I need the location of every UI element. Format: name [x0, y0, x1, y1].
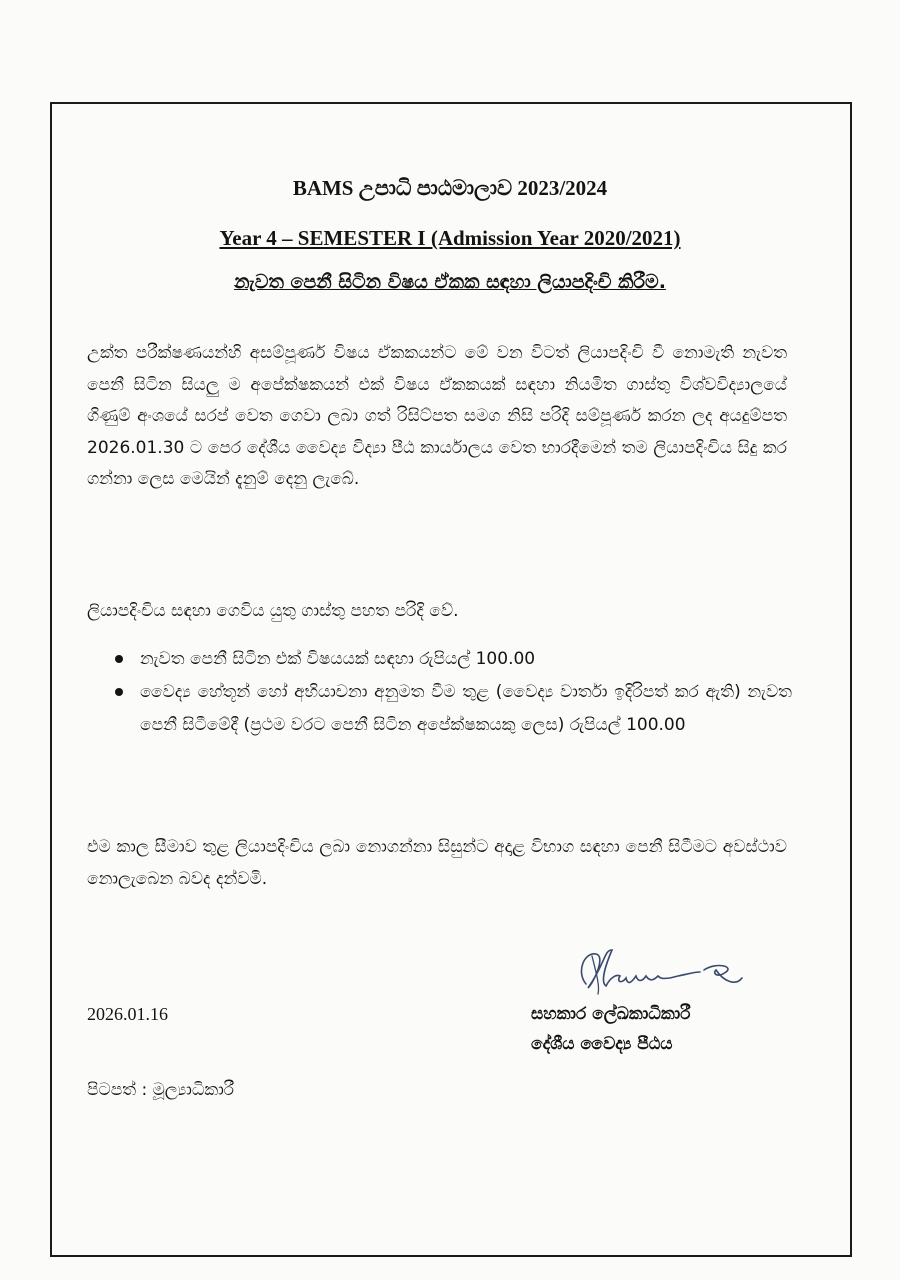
document-title-subject: නැවත පෙනී සිටින විෂය ඒකක සඳහා ලියාපදිංචි කිරීම. [234, 271, 666, 293]
fee-item-text: නැවත පෙනී සිටින එක් විෂයයක් සඳහා රුපියල් 100.00 [140, 649, 536, 669]
notice-paragraph: උක්ත පරීක්ෂණයන්හි අසම්පූර්ණ විෂය ඒකකයන්ට මේ වන විටත් ලියාපදිංචි වී නොමැති නැවත පෙනී සිටින සියලු ම අපේක්ෂකයන් එක් විෂය ඒකකයක් සඳහා නියමිත ගාස්තු විශ්වවිද්‍යාලයේ ගිණුම් අංශයේ සරප් වෙත ගෙවා ලබා ගත් රිසිට්පත සමග නිසි පරිදි සම්පූර්ණ කරන ලද අයදුම්පත 2026.01.30 ට පෙර දේශීය වෛද්‍ය විද්‍යා පීඨ කාර්යාලය වෙත භාරදීමෙන් තම ලියාපදිංචිය සිදු කර ගන්නා ලෙස මෙයින් දැනුම් දෙනු ලැබේ. [87, 343, 787, 489]
bullet-icon [115, 688, 123, 696]
document-title-course: BAMS උපාධි පාඨමාලාව 2023/2024 [292, 176, 608, 200]
bullet-icon [115, 655, 123, 663]
fee-list-item [112, 643, 792, 676]
fee-list-item [112, 676, 792, 742]
copy-to-line: පිටපත් : මූල්‍යාධිකාරී [87, 1080, 235, 1100]
signatory-faculty: දේශීය වෛද්‍ය පීඨය [531, 1034, 673, 1054]
fee-item-text: වෛද්‍ය හේතූන් හෝ අභියාචනා අනුමත වීම තුළ (වෛද්‍ය වාර්තා ඉදිරිපත් කර ඇති) නැවත පෙනී සිටීමේදී (ප්‍රථම වරට පෙනී සිටින අපේක්ෂකයකු ලෙස) රුපියල් 100.00 [140, 682, 792, 735]
handwritten-signature [566, 942, 756, 1002]
document-date: 2026.01.16 [87, 1004, 168, 1024]
signatory-title: සහකාර ලේඛකාධිකාරී [531, 1004, 691, 1024]
fees-intro: ලියාපදිංචිය සඳහා ගෙවිය යුතු ගාස්තු පහත පරිදි වේ. [87, 601, 459, 621]
deadline-warning: එම කාල සීමාව තුළ ලියාපදිංචිය ලබා නොගන්නා සිසුන්ට අදාළ විභාග සඳහා පෙනී සිටීමට අවස්ථාව නොලැබෙන බවද දන්වමි. [87, 837, 787, 889]
fee-list [112, 643, 792, 742]
document-title-semester: Year 4 – SEMESTER I (Admission Year 2020/2021) [219, 226, 681, 250]
